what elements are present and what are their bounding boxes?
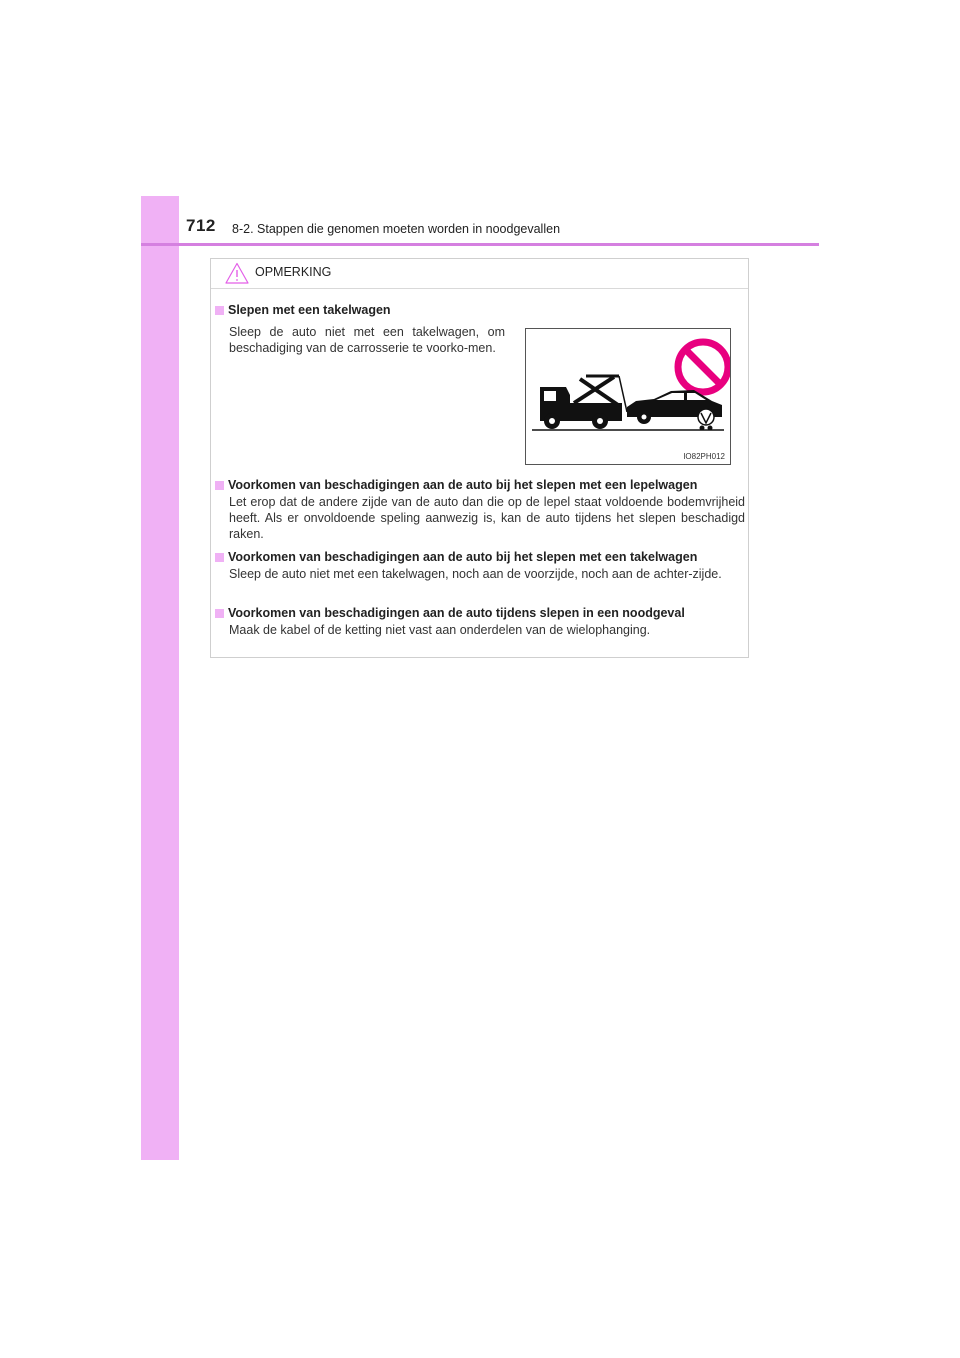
item-title-row	[215, 303, 745, 317]
item-title-row	[215, 478, 745, 492]
square-bullet-icon	[215, 481, 224, 490]
square-bullet-icon	[215, 553, 224, 562]
page-number: 712	[186, 216, 216, 235]
item-body: Maak de kabel of de ketting niet vast aan onderdelen van de wielophanging.	[229, 623, 651, 637]
item-title: Slepen met een takelwagen	[228, 303, 391, 317]
item-title: Voorkomen van beschadigingen aan de auto bij het slepen met een takelwagen	[228, 550, 698, 564]
prohibition-slash	[685, 349, 721, 385]
item-title-row	[215, 550, 745, 564]
square-bullet-icon	[215, 306, 224, 315]
item-body: Let erop dat de andere zijde van de auto dan die op de lepel staat voldoende bodemvrijheid heeft. Als er onvoldoende speling aanwezig is, kan de auto tijdens het slepen beschadigd raken.	[229, 495, 745, 541]
notice-item-wheel-lift	[215, 478, 745, 542]
section-title: 8-2. Stappen die genomen moeten worden in noodgevallen	[232, 222, 561, 236]
notice-box	[210, 258, 749, 658]
car-icon	[627, 390, 722, 431]
warning-triangle-icon	[225, 262, 249, 284]
notice-label: OPMERKING	[255, 265, 332, 279]
square-bullet-icon	[215, 609, 224, 618]
side-tab	[141, 196, 179, 1160]
figure-code: IO82PH012	[683, 452, 725, 461]
header-rule	[141, 243, 819, 246]
item-title: Voorkomen van beschadigingen aan de auto tijdens slepen in een noodgeval	[228, 606, 685, 620]
notice-item-sling-truck	[215, 550, 745, 582]
item-body: Sleep de auto niet met een takelwagen, noch aan de voorzijde, noch aan de achter-zijde.	[229, 567, 722, 581]
tow-truck-icon	[540, 376, 627, 429]
tow-truck-illustration	[525, 328, 731, 465]
item-title-row	[215, 606, 745, 620]
item-body: Sleep de auto niet met een takelwagen, om beschadiging van de carrosserie te voorko-men.	[229, 325, 505, 355]
tow-truck-drawing	[526, 329, 730, 464]
notice-header	[211, 259, 748, 289]
item-title: Voorkomen van beschadigingen aan de auto bij het slepen met een lepelwagen	[228, 478, 698, 492]
notice-item-emergency-towing	[215, 606, 745, 638]
